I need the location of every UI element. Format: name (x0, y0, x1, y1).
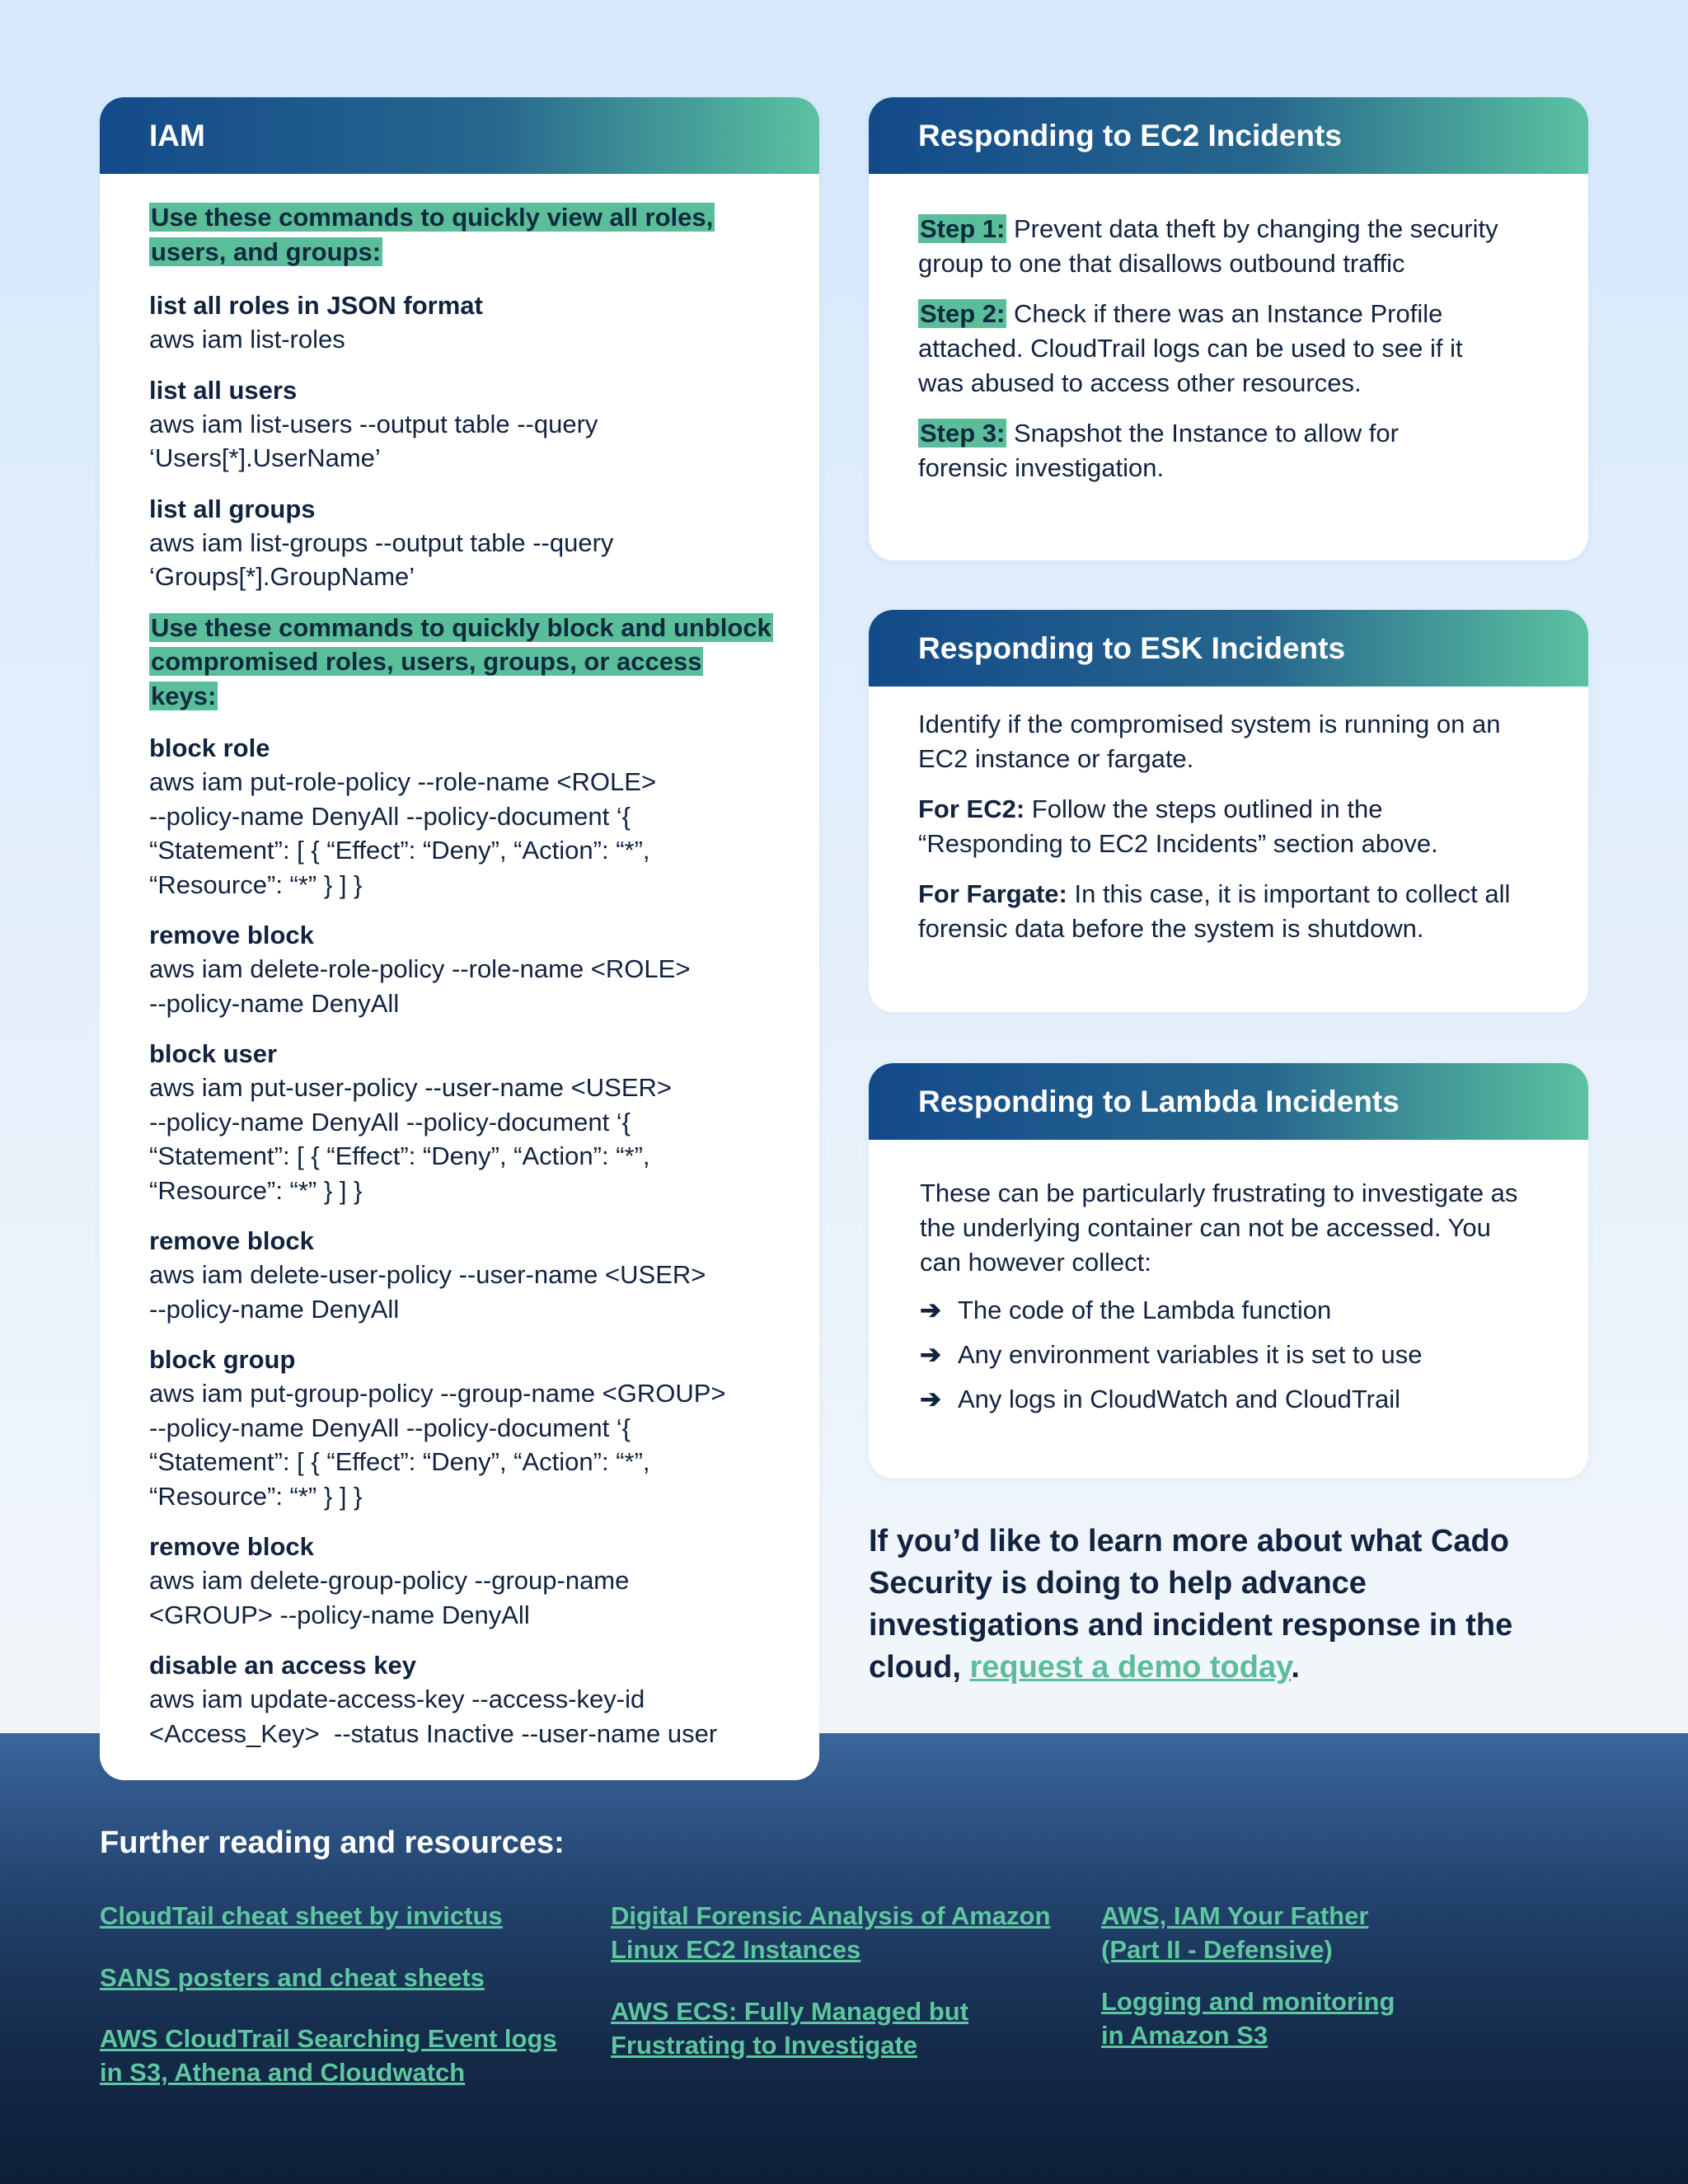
ec2-card (869, 97, 1588, 560)
command-text: aws iam list-groups --output table --query ‘Groups[*].GroupName’ (149, 527, 614, 591)
command-text: aws iam put-role-policy --role-name <ROLE> --policy-name DenyAll --policy-document ‘{ “Statement”: [ { “Effect”: “Deny”, “Action”: “*”, “Resource”: “*” } ] } (149, 767, 657, 899)
resource-link[interactable]: AWS CloudTrail Searching Event logs in S3, Athena and Cloudwatch (100, 2024, 557, 2087)
esk-item-text: In this case, it is important to collect all forensic data before the system is shutdown. (918, 879, 1511, 943)
command-text: aws iam delete-user-policy --user-name <USER> --policy-name DenyAll (149, 1260, 706, 1324)
step-text: Snapshot the Instance to allow for forensic investigation. (918, 419, 1399, 482)
resource-link[interactable]: AWS ECS: Fully Managed but Frustrating to Investigate (611, 1997, 969, 2060)
step-label: Step 2: (920, 299, 1006, 328)
iam-card-header: IAM (100, 97, 819, 174)
command-text: aws iam list-roles (149, 325, 345, 354)
resource-link[interactable]: SANS posters and cheat sheets (100, 1963, 485, 1992)
command-title: block user (149, 1039, 278, 1068)
command-text: aws iam delete-group-policy --group-name <GROUP> --policy-name DenyAll (149, 1566, 630, 1629)
esk-card (869, 610, 1588, 1012)
resources-title: Further reading and resources: (100, 1825, 565, 1860)
esk-item-label: For EC2: (918, 794, 1025, 823)
ec2-step (918, 297, 1470, 401)
list-item (920, 1293, 1539, 1328)
command-block (149, 373, 770, 476)
esk-item-text: Follow the steps outlined in the “Responding to EC2 Incidents” section above. (918, 794, 1438, 858)
resource-link[interactable]: AWS, IAM Your Father (Part II - Defensive) (1101, 1901, 1369, 1964)
command-block (149, 1037, 770, 1207)
step-label: Step 3: (920, 419, 1006, 448)
command-text: aws iam put-group-policy --group-name <GROUP> --policy-name DenyAll --policy-document ‘{ “Statement”: [ { “Effect”: “Deny”, “Action”: “*”, “Resource”: “*” } ] } (149, 1379, 726, 1511)
step-text: Check if there was an Instance Profile attached. CloudTrail logs can be used to see if it was abused to access other resources. (918, 299, 1463, 397)
command-block (149, 492, 770, 594)
list-item-text: Any logs in CloudWatch and CloudTrail (958, 1385, 1401, 1413)
command-text: aws iam list-users --output table --query ‘Users[*].UserName’ (149, 409, 598, 472)
command-title: block role (149, 733, 270, 762)
command-title: list all groups (149, 494, 316, 523)
command-block (149, 1343, 770, 1513)
command-block (149, 1530, 770, 1632)
ec2-step (918, 416, 1404, 485)
list-item-text: The code of the Lambda function (958, 1296, 1332, 1324)
command-title: list all users (149, 375, 298, 405)
command-block (149, 288, 770, 357)
lambda-intro: These can be particularly frustrating to investigate as the underlying container can not be accessed. You can however collect: (920, 1179, 1518, 1277)
command-title: remove block (149, 1532, 314, 1561)
cta-body: If you’d like to learn more about what Cado Security is doing to help advance investigations and incident response in the cloud, (869, 1524, 1513, 1685)
step-text: Prevent data theft by changing the security group to one that disallows outbound traffic (918, 214, 1498, 278)
list-item (920, 1338, 1539, 1372)
esk-item (918, 792, 1495, 861)
command-block (149, 1648, 770, 1750)
iam-card (100, 97, 819, 1780)
command-text: aws iam put-user-policy --user-name <USER> --policy-name DenyAll --policy-document ‘{ “Statement”: [ { “Effect”: “Deny”, “Action”: “*”, “Resource”: “*” } ] } (149, 1073, 672, 1205)
esk-card-header: Responding to ESK Incidents (869, 610, 1588, 687)
iam-view-commands (149, 288, 770, 594)
command-title: disable an access key (149, 1651, 417, 1680)
esk-intro: Identify if the compromised system is running on an EC2 instance or fargate. (918, 710, 1501, 773)
command-block (149, 918, 770, 1020)
command-text: aws iam delete-role-policy --role-name <ROLE> --policy-name DenyAll (149, 954, 691, 1018)
resource-link[interactable]: Logging and monitoring in Amazon S3 (1101, 1987, 1395, 2050)
arrow-right-icon: ➔ (920, 1296, 941, 1324)
ec2-step (918, 212, 1545, 281)
cta-text (869, 1521, 1545, 1689)
list-item (920, 1382, 1539, 1417)
step-label: Step 1: (920, 214, 1006, 243)
arrow-right-icon: ➔ (920, 1340, 941, 1369)
esk-item-label: For Fargate: (918, 879, 1067, 908)
command-title: list all roles in JSON format (149, 291, 483, 320)
arrow-right-icon: ➔ (920, 1385, 941, 1413)
resource-link[interactable]: Digital Forensic Analysis of Amazon Linux EC2 Instances (611, 1901, 1051, 1964)
lambda-card (869, 1063, 1588, 1479)
iam-block-commands (149, 731, 770, 1750)
list-item-text: Any environment variables it is set to use (958, 1340, 1423, 1369)
lambda-card-header: Responding to Lambda Incidents (869, 1063, 1588, 1140)
iam-block-heading: Use these commands to quickly block and unblock compromised roles, users, groups, or access keys: (151, 612, 771, 710)
command-title: block group (149, 1345, 296, 1374)
iam-view-heading: Use these commands to quickly view all roles, users, and groups: (151, 203, 714, 266)
ec2-card-header: Responding to EC2 Incidents (869, 97, 1588, 174)
request-demo-link[interactable]: request a demo today (969, 1650, 1292, 1685)
command-block (149, 1224, 770, 1326)
esk-item (918, 877, 1553, 946)
cta-end: . (1291, 1650, 1300, 1685)
command-title: remove block (149, 921, 314, 949)
resource-link[interactable]: CloudTail cheat sheet by invictus (100, 1901, 503, 1930)
command-text: aws iam update-access-key --access-key-id <Access_Key> --status Inactive --user-name user (149, 1685, 718, 1748)
command-title: remove block (149, 1226, 314, 1255)
command-block (149, 731, 770, 902)
